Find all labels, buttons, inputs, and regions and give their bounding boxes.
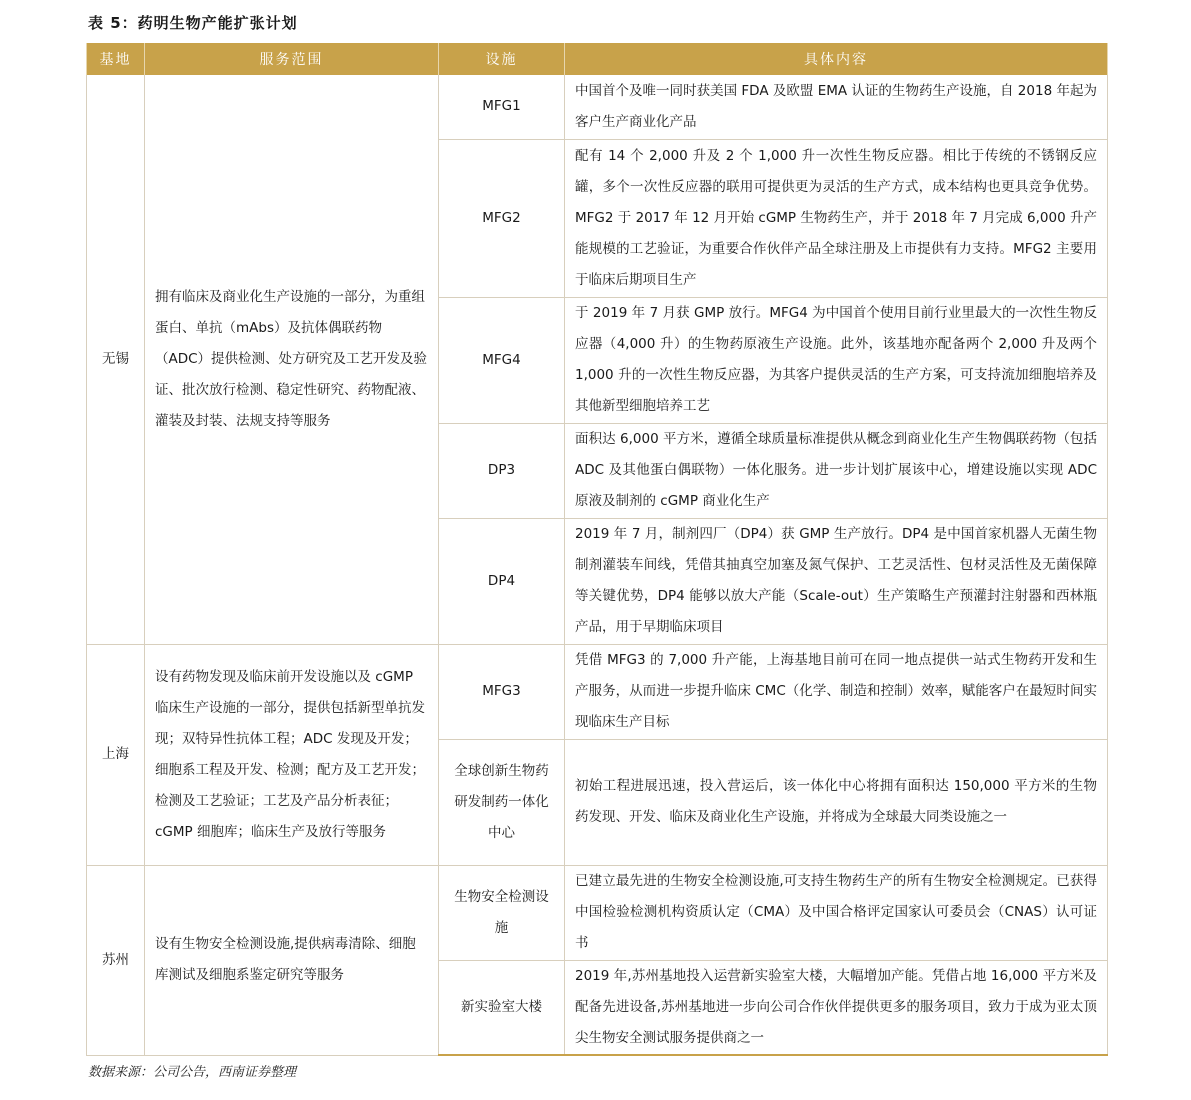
base-cell: 上海 — [87, 644, 145, 865]
base-cell: 苏州 — [87, 865, 145, 1055]
header-detail: 具体内容 — [565, 43, 1108, 75]
table-row — [87, 865, 1108, 960]
header-base: 基地 — [87, 43, 145, 75]
facility-cell: MFG4 — [439, 297, 565, 423]
detail-cell: 初始工程进展迅速，投入营运后，该一体化中心将拥有面积达 150,000 平方米的生物药发现、开发、临床及商业化生产设施，并将成为全球最大同类设施之一 — [565, 739, 1108, 865]
capacity-table — [86, 43, 1108, 1056]
table-title: 表 5：药明生物产能扩张计划 — [88, 14, 298, 32]
facility-cell: MFG1 — [439, 75, 565, 139]
detail-cell: 中国首个及唯一同时获美国 FDA 及欧盟 EMA 认证的生物药生产设施，自 2018 年起为客户生产商业化产品 — [565, 75, 1108, 139]
table-row — [87, 644, 1108, 739]
header-facility: 设施 — [439, 43, 565, 75]
scope-cell: 拥有临床及商业化生产设施的一部分，为重组蛋白、单抗（mAbs）及抗体偶联药物（ADC）提供检测、处方研究及工艺开发及验证、批次放行检测、稳定性研究、药物配液、灌装及封装、法规支持等服务 — [145, 75, 439, 644]
detail-cell: 面积达 6,000 平方米，遵循全球质量标准提供从概念到商业化生产生物偶联药物（包括 ADC 及其他蛋白偶联物）一体化服务。进一步计划扩展该中心，增建设施以实现 ADC 原液及制剂的 cGMP 商业化生产 — [565, 423, 1108, 518]
facility-cell: DP4 — [439, 518, 565, 644]
header-row — [87, 43, 1108, 75]
detail-cell: 配有 14 个 2,000 升及 2 个 1,000 升一次性生物反应器。相比于传统的不锈钢反应罐，多个一次性反应器的联用可提供更为灵活的生产方式，成本结构也更具竞争优势。MFG2 于 2017 年 12 月开始 cGMP 生物药生产，并于 2018 年 7 月完成 6,000 升产能规模的工艺验证，为重要合作伙伴产品全球注册及上市提供有力支持。MFG2 主要用于临床后期项目生产 — [565, 139, 1108, 297]
scope-cell: 设有药物发现及临床前开发设施以及 cGMP 临床生产设施的一部分，提供包括新型单抗发现；双特异性抗体工程；ADC 发现及开发；细胞系工程及开发、检测；配方及工艺开发；检测及工艺验证；工艺及产品分析表征；cGMP 细胞库；临床生产及放行等服务 — [145, 644, 439, 865]
detail-cell: 2019 年,苏州基地投入运营新实验室大楼，大幅增加产能。凭借占地 16,000 平方米及配备先进设备,苏州基地进一步向公司合作伙伴提供更多的服务项目，致力于成为亚太顶尖生物安全测试服务提供商之一 — [565, 960, 1108, 1055]
facility-cell: MFG2 — [439, 139, 565, 297]
facility-cell: 新实验室大楼 — [439, 960, 565, 1055]
facility-cell: MFG3 — [439, 644, 565, 739]
table-row — [87, 75, 1108, 139]
scope-cell: 设有生物安全检测设施,提供病毒清除、细胞库测试及细胞系鉴定研究等服务 — [145, 865, 439, 1055]
detail-cell: 已建立最先进的生物安全检测设施,可支持生物药生产的所有生物安全检测规定。已获得中国检验检测机构资质认定（CMA）及中国合格评定国家认可委员会（CNAS）认可证书 — [565, 865, 1108, 960]
facility-cell: 全球创新生物药研发制药一体化中心 — [439, 739, 565, 865]
facility-cell: 生物安全检测设施 — [439, 865, 565, 960]
source-note: 数据来源：公司公告，西南证券整理 — [88, 1065, 297, 1080]
facility-cell: DP3 — [439, 423, 565, 518]
base-cell: 无锡 — [87, 75, 145, 644]
detail-cell: 凭借 MFG3 的 7,000 升产能，上海基地目前可在同一地点提供一站式生物药开发和生产服务，从而进一步提升临床 CMC（化学、制造和控制）效率，赋能客户在最短时间实现临床生产目标 — [565, 644, 1108, 739]
detail-cell: 于 2019 年 7 月获 GMP 放行。MFG4 为中国首个使用目前行业里最大的一次性生物反应器（4,000 升）的生物药原液生产设施。此外，该基地亦配备两个 2,000 升及两个 1,000 升的一次性生物反应器，为其客户提供灵活的生产方案，可支持流加细胞培养及其他新型细胞培养工艺 — [565, 297, 1108, 423]
detail-cell: 2019 年 7 月，制剂四厂（DP4）获 GMP 生产放行。DP4 是中国首家机器人无菌生物制剂灌装车间线，凭借其抽真空加塞及氮气保护、工艺灵活性、包材灵活性及无菌保障等关键优势，DP4 能够以放大产能（Scale-out）生产策略生产预灌封注射器和西林瓶产品，用于早期临床项目 — [565, 518, 1108, 644]
header-scope: 服务范围 — [145, 43, 439, 75]
